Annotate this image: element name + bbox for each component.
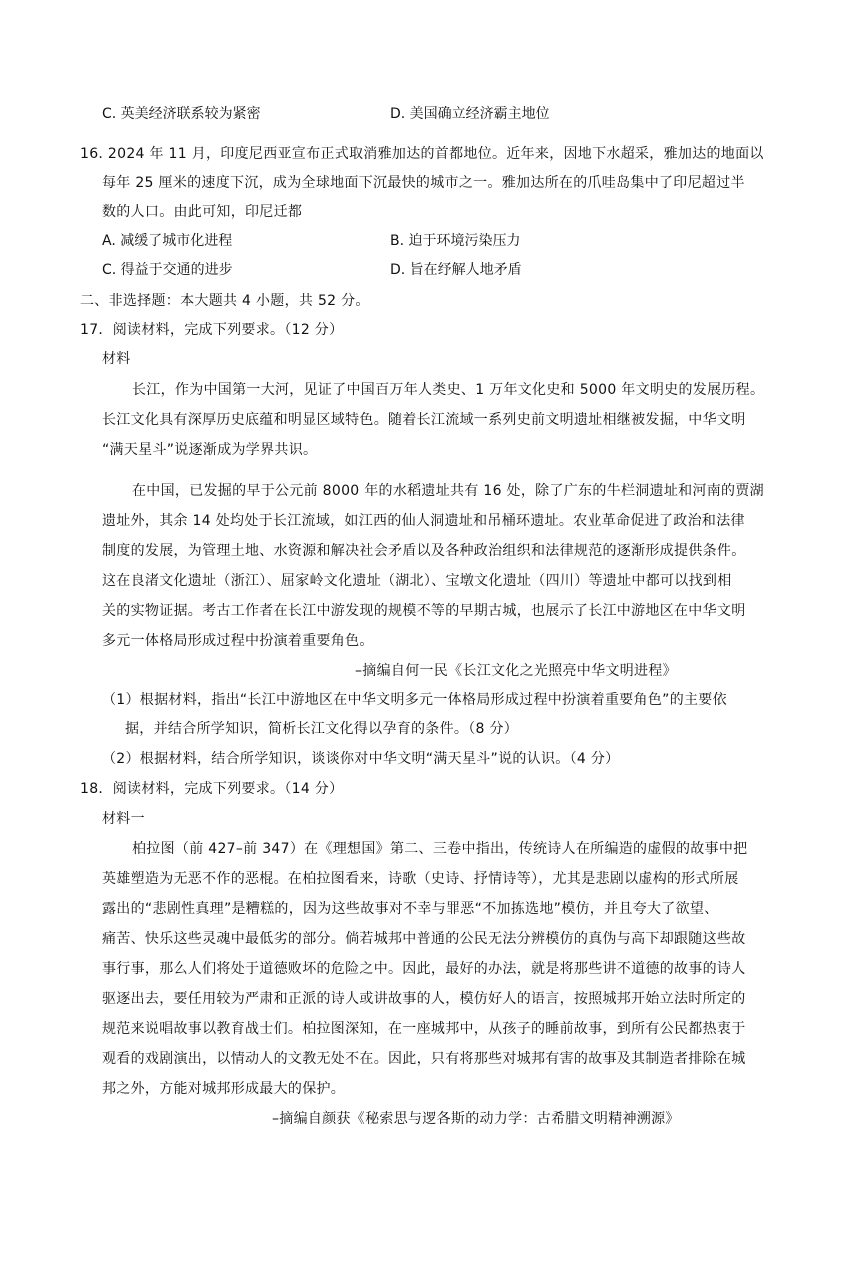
- q18-para-line-8: 观看的戏剧演出，以情动人的文教无处不在。因此，只有将那些对城邦有害的故事及其制造者排除在城: [102, 1051, 746, 1067]
- q17-source: –摘编自何一民《长江文化之光照亮中华文明进程》: [355, 663, 677, 679]
- q18-para-line-7: 规范来说唱故事以教育战士们。柏拉图深知，在一座城邦中，从孩子的睡前故事，到所有公民都热衷于: [102, 1021, 746, 1037]
- q17-para2-line-2: 遗址外，其余 14 处均处于长江流域，如江西的仙人洞遗址和吊桶环遗址。农业革命促进了政治和法律: [102, 513, 745, 529]
- q17-title: 17．阅读材料，完成下列要求。（12 分）: [80, 322, 344, 338]
- q17-para2-line-3: 制度的发展，为管理土地、水资源和解决社会矛盾以及各种政治组织和法律规范的逐渐形成提供条件。: [102, 543, 746, 559]
- q18-para-line-5: 事行事，那么人们将处于道德败坏的危险之中。因此，最好的办法，就是将那些讲不道德的故事的诗人: [102, 961, 746, 977]
- q16-option-a: A. 减缓了城市化进程: [102, 233, 233, 249]
- q17-material-label: 材料: [102, 351, 131, 367]
- q18-material-label: 材料一: [102, 811, 145, 827]
- q18-source: –摘编自颜获《秘索思与逻各斯的动力学：古希腊文明精神溯源》: [272, 1111, 680, 1127]
- q15-option-c: C. 英美经济联系较为紧密: [102, 106, 261, 122]
- q17-sub1-line-2: 据，并结合所学知识，简析长江文化得以孕育的条件。（8 分）: [125, 721, 519, 737]
- q16-stem-line-3: 数的人口。由此可知，印尼迁都: [102, 204, 303, 220]
- q17-para2-line-4: 这在良渚文化遗址（浙江）、屈家岭文化遗址（湖北）、宝墩文化遗址（四川）等遗址中都可以找到相: [102, 573, 732, 589]
- q17-para2-line-6: 多元一体格局形成过程中扮演着重要角色。: [102, 633, 374, 649]
- q17-para2-line-1: 在中国，已发掘的早于公元前 8000 年的水稻遗址共有 16 处，除了广东的牛栏洞遗址和河南的贾湖: [132, 483, 764, 499]
- q16-stem-line-1: 16. 2024 年 11 月，印度尼西亚宣布正式取消雅加达的首都地位。近年来，因地下水超采，雅加达的地面以: [80, 146, 764, 162]
- section-heading: 二、非选择题：本大题共 4 小题，共 52 分。: [80, 293, 370, 309]
- q15-option-d: D. 美国确立经济霸主地位: [390, 106, 550, 122]
- q18-para-line-4: 痛苦、快乐这些灵魂中最低劣的部分。倘若城邦中普通的公民无法分辨模仿的真伪与高下却跟随这些故: [102, 931, 746, 947]
- q17-para1-line-2: 长江文化具有深厚历史底蕴和明显区域特色。随着长江流域一系列史前文明遗址相继被发掘，中华文明: [102, 412, 746, 428]
- q17-para1-line-1: 长江，作为中国第一大河，见证了中国百万年人类史、1 万年文化史和 5000 年文明史的发展历程。: [132, 382, 765, 398]
- q17-para2-line-5: 关的实物证据。考古工作者在长江中游发现的规模不等的早期古城，也展示了长江中游地区在中华文明: [102, 603, 746, 619]
- q16-option-c: C. 得益于交通的进步: [102, 262, 233, 278]
- q18-para-line-1: 柏拉图（前 427–前 347）在《理想国》第二、三卷中指出，传统诗人在所编造的虚假的故事中把: [132, 841, 748, 857]
- q18-para-line-2: 英雄塑造为无恶不作的恶棍。在柏拉图看来，诗歌（史诗、抒情诗等），尤其是悲剧以虚构的形式所展: [102, 871, 739, 887]
- q18-para-line-6: 驱逐出去，要任用较为严肃和正派的诗人或讲故事的人，模仿好人的语言，按照城邦开始立法时所定的: [102, 991, 746, 1007]
- q18-title: 18．阅读材料，完成下列要求。（14 分）: [80, 781, 344, 797]
- q16-stem-line-2: 每年 25 厘米的速度下沉，成为全球地面下沉最快的城市之一。雅加达所在的爪哇岛集中了印尼超过半: [102, 175, 745, 191]
- q17-para1-line-3: “满天星斗”说逐渐成为学界共识。: [102, 442, 318, 458]
- q17-sub1-line-1: （1）根据材料，指出“长江中游地区在中华文明多元一体格局形成过程中扮演着重要角色”的主要依: [102, 692, 727, 708]
- q18-para-line-3: 露出的“悲剧性真理”是糟糕的，因为这些故事对不幸与罪恶“不加拣选地”模仿，并且夸大了欲望、: [102, 901, 719, 917]
- q18-para-line-9: 邦之外，方能对城邦形成最大的保护。: [102, 1081, 346, 1097]
- q17-sub2: （2）根据材料，结合所学知识，谈谈你对中华文明“满天星斗”说的认识。（4 分）: [102, 751, 620, 767]
- q16-option-d: D. 旨在纾解人地矛盾: [390, 262, 522, 278]
- q16-option-b: B. 迫于环境污染压力: [390, 233, 521, 249]
